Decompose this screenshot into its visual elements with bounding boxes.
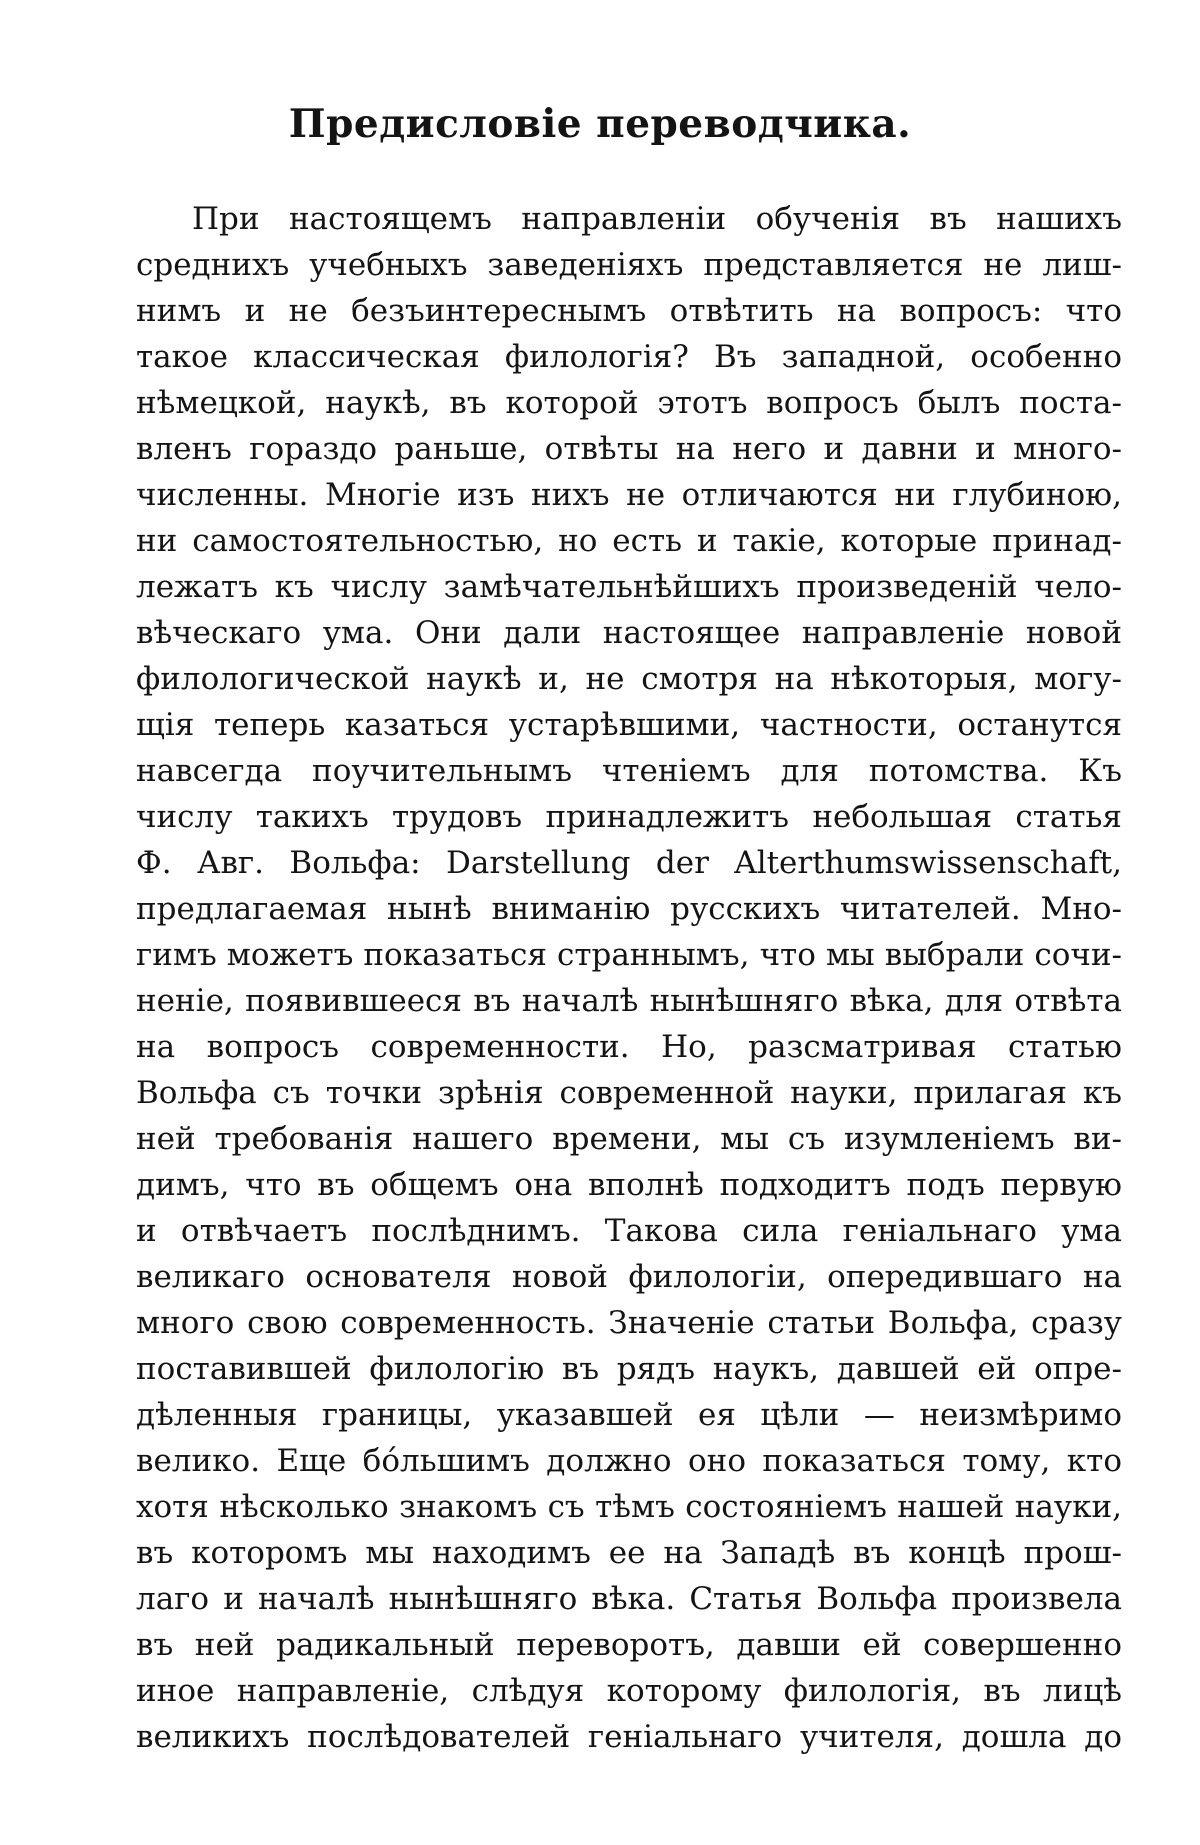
text-line: и отвѣчаетъ послѣднимъ. Такова сила геніальнаго ума — [136, 1213, 1122, 1249]
text-line: димъ, что въ общемъ она вполнѣ подходитъ подъ первую — [136, 1167, 1122, 1203]
text-line: филологической наукѣ и, не смотря на нѣкоторыя, могу- — [136, 661, 1122, 697]
page-title: Предисловіе переводчика. — [288, 101, 912, 147]
text-line: иное направленіе, слѣдуя которому филологія, въ лицѣ — [136, 1673, 1122, 1709]
text-line: въ которомъ мы находимъ ее на Западѣ въ концѣ прош- — [136, 1535, 1122, 1571]
text-line: неніе, появившееся въ началѣ нынѣшняго вѣка, для отвѣта — [136, 983, 1122, 1019]
text-line: Вольфа съ точки зрѣнія современной науки, прилагая къ — [136, 1075, 1122, 1111]
text-line: вѣческаго ума. Они дали настоящее направленіе новой — [136, 615, 1122, 651]
text-line: щія теперь казаться устарѣвшими, частности, останутся — [136, 707, 1122, 743]
text-line: Ф. Авг. Вольфа: Darstellung der Alterthumswissenschaft, — [136, 845, 1122, 881]
text-line: великихъ послѣдователей геніальнаго учителя, дошла до — [136, 1719, 1122, 1755]
text-line: хотя нѣсколько знакомъ съ тѣмъ состояніемъ нашей науки, — [136, 1489, 1122, 1525]
text-line: вленъ гораздо раньше, отвѣты на него и давни и много- — [136, 431, 1122, 467]
text-line: числу такихъ трудовъ принадлежитъ небольшая статья — [136, 799, 1122, 835]
text-line: дѣленныя границы, указавшей ея цѣли — неизмѣримо — [136, 1397, 1122, 1433]
text-line: лежатъ къ числу замѣчательнѣйшихъ произведеній чело- — [136, 569, 1122, 605]
text-line: лаго и началѣ нынѣшняго вѣка. Статья Вольфа произвела — [136, 1581, 1122, 1617]
text-line: такое классическая филологія? Въ западной, особенно — [136, 339, 1122, 375]
text-line: предлагаемая нынѣ вниманію русскихъ читателей. Мно- — [136, 891, 1122, 927]
text-line: ней требованія нашего времени, мы съ изумленіемъ ви- — [136, 1121, 1122, 1157]
body-text — [136, 196, 1122, 1760]
text-line: нѣмецкой, наукѣ, въ которой этотъ вопросъ былъ поста- — [136, 385, 1122, 421]
text-line: гимъ можетъ показаться страннымъ, что мы выбрали сочи- — [136, 937, 1122, 973]
text-line: на вопросъ современности. Но, разсматривая статью — [136, 1029, 1122, 1065]
text-line: При настоящемъ направленіи обученія въ нашихъ — [192, 201, 1122, 237]
text-line: великаго основателя новой филологіи, опередившаго на — [136, 1259, 1122, 1295]
text-line: навсегда поучительнымъ чтеніемъ для потомства. Къ — [136, 753, 1122, 789]
text-line: нимъ и не безъинтереснымъ отвѣтить на вопросъ: что — [136, 293, 1122, 329]
text-line: велико. Еще бо́льшимъ должно оно показаться тому, кто — [136, 1443, 1122, 1479]
text-line: въ ней радикальный переворотъ, давши ей совершенно — [136, 1627, 1122, 1663]
text-line: среднихъ учебныхъ заведеніяхъ представляется не лиш- — [136, 247, 1122, 283]
text-line: много свою современность. Значеніе статьи Вольфа, сразу — [136, 1305, 1122, 1341]
text-line: численны. Многіе изъ нихъ не отличаются ни глубиною, — [136, 477, 1122, 513]
text-line: ни самостоятельностью, но есть и такіе, которые принад- — [136, 523, 1122, 559]
text-line: поставившей филологію въ рядъ наукъ, давшей ей опре- — [136, 1351, 1122, 1387]
